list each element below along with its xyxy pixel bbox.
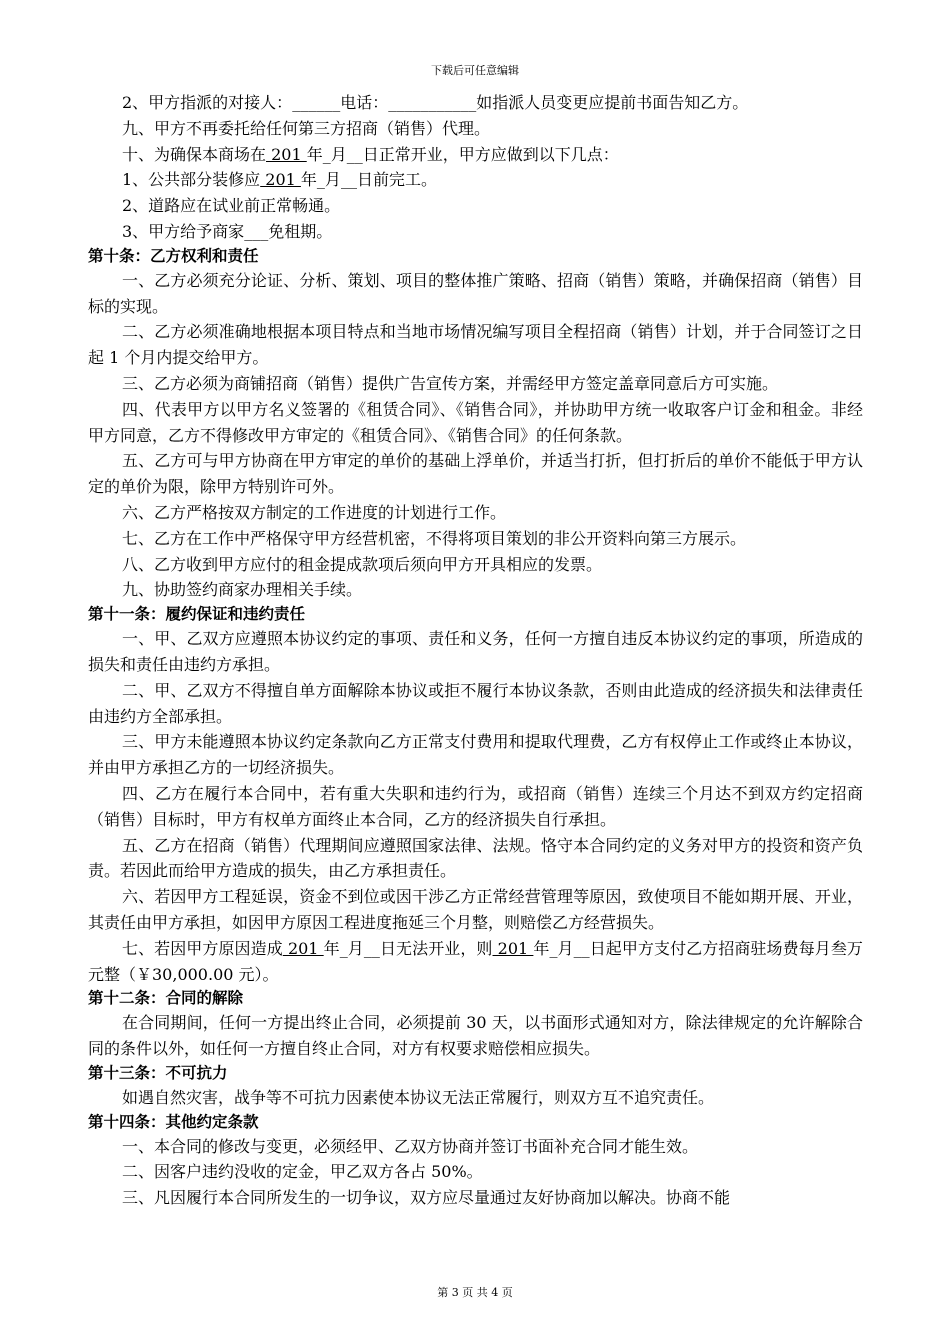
text: 十、为确保本商场在 [122,144,267,164]
rent-free-blank: ___ [244,221,269,241]
text: 1、公共部分装修应 [122,170,261,190]
paragraph: 二、乙方必须准确地根据本项目特点和当地市场情况编写项目全程招商（销售）计划，并于合同签订之日起 1 个月内提交给甲方。 [88,322,863,368]
contact-line [88,90,863,116]
text: 年 [306,144,323,164]
text: 日前完工。 [356,170,437,190]
paragraph: 在合同期间，任何一方提出终止合同，必须提前 30 天，以书面形式通知对方，除法律规定的允许解除合同的条件以外，如任何一方擅自终止合同，对方有权要求赔偿相应损失。 [88,1013,863,1059]
text: 年 [323,938,340,958]
article-12-title: 第十二条：合同的解除 [88,989,244,1008]
renovation-line [88,167,863,193]
article-11-title: 第十一条：履约保证和违约责任 [88,605,306,624]
paragraph: 七、乙方在工作中严格保守甲方经营机密，不得将项目策划的非公开资料向第三方展示。 [122,528,747,548]
year-field: 201 [492,938,534,958]
text: 免租期。 [268,221,333,241]
text: 电话： [340,93,389,112]
paragraph: 三、凡因履行本合同所发生的一切争议，双方应尽量通过友好协商加以解决。协商不能 [122,1188,731,1208]
text: 七、若因甲方原因造成 [122,938,283,958]
paragraph: 二、因客户违约没收的定金，甲乙双方各占 50%。 [122,1162,483,1182]
rent-free-line [88,219,863,245]
paragraph: 六、乙方严格按双方制定的工作进度的计划进行工作。 [122,502,507,522]
paragraph: 三、乙方必须为商铺招商（销售）提供广告宣传方案，并需经甲方签定盖章同意后方可实施。 [122,373,779,393]
month-blank: _ [339,938,348,958]
phone-blank: ___________ [388,93,477,112]
day-blank: __ [363,938,380,958]
paragraph: 八、乙方收到甲方应付的租金提成款项后须向甲方开具相应的发票。 [122,554,603,574]
contact-blank: ______ [292,93,341,112]
day-blank: __ [573,938,590,958]
paragraph: 二、甲、乙双方不得擅自单方面解除本协议或拒不履行本协议条款，否则由此造成的经济损失和法律责任由违约方全部承担。 [88,680,863,726]
day-blank: __ [346,144,363,164]
paragraph: 如遇自然灾害，战争等不可抗力因素使本协议无法正常履行，则双方互不追究责任。 [122,1087,715,1107]
text: 2、甲方指派的对接人： [122,93,293,112]
text: 如指派人员变更应提前书面告知乙方。 [476,93,749,112]
article-14-title: 第十四条：其他约定条款 [88,1112,259,1131]
text: 日正常开业，甲方应做到以下几点： [362,144,619,164]
opening-date-line [88,142,863,168]
month-blank: _ [316,170,325,190]
paragraph: 四、乙方在履行本合同中，若有重大失职和违约行为，或招商（销售）连续三个月达不到双方约定招商（销售）目标时，甲方有权单方面终止本合同，乙方的经济损失自行承担。 [88,783,863,829]
text: 月 [347,938,364,958]
text: 年 [300,170,317,190]
paragraph: 四、代表甲方以甲方名义签署的《租赁合同》、《销售合同》，并协助甲方统一收取客户订金和租金。非经甲方同意，乙方不得修改甲方审定的《租赁合同》、《销售合同》的任何条款。 [88,399,863,445]
paragraph: 2、道路应在试业前正常畅通。 [122,196,341,216]
text: 月 [330,144,347,164]
page-number: 第 3 页 共 4 页 [437,1286,513,1299]
day-blank: __ [340,170,357,190]
text: 日无法开业，则 [379,938,493,958]
year-field: 201 [260,170,301,190]
year-field: 201 [282,938,324,958]
paragraph: 五、乙方在招商（销售）代理期间应遵照国家法律、法规。恪守本合同约定的义务对甲方的投资和资产负责。若因此而给甲方造成的损失，由乙方承担责任。 [88,835,863,881]
text: 3、甲方给予商家 [122,221,245,241]
year-field: 201 [266,144,307,164]
month-blank: _ [322,144,331,164]
text: 月 [324,170,341,190]
paragraph: 五、乙方可与甲方协商在甲方审定的单价的基础上浮单价，并适当打折，但打折后的单价不能低于甲方认定的单价为限，除甲方特别许可外。 [88,451,863,497]
text: 年 [533,938,550,958]
paragraph: 九、甲方不再委托给任何第三方招商（销售）代理。 [122,118,491,138]
paragraph: 一、乙方必须充分论证、分析、策划、项目的整体推广策略、招商（销售）策略，并确保招商（销售）目标的实现。 [88,270,863,316]
article-13-title: 第十三条：不可抗力 [88,1063,228,1082]
penalty-paragraph [88,936,863,988]
paragraph: 一、本合同的修改与变更，必须经甲、乙双方协商并签订书面补充合同才能生效。 [122,1136,699,1156]
paragraph: 三、甲方未能遵照本协议约定条款向乙方正常支付费用和提取代理费，乙方有权停止工作或终止本协议，并由甲方承担乙方的一切经济损失。 [88,732,863,778]
paragraph: 一、甲、乙双方应遵照本协议约定的事项、责任和义务，任何一方擅自违反本协议约定的事项，所造成的损失和责任由违约方承担。 [88,629,863,674]
month-blank: _ [549,938,558,958]
text: 月 [557,938,574,958]
paragraph: 九、协助签约商家办理相关手续。 [122,580,363,600]
page-header: 下载后可任意编辑 [431,64,519,77]
text: 日起甲方支付乙方招商驻场费每月叁万元整（￥30,000.00 元）。 [88,938,863,984]
document-body [88,90,863,1211]
article-10-title: 第十条：乙方权利和责任 [88,246,259,265]
paragraph: 六、若因甲方工程延误，资金不到位或因干涉乙方正常经营管理等原因，致使项目不能如期开展、开业，其责任由甲方承担，如因甲方原因工程进度拖延三个月整，则赔偿乙方经营损失。 [88,887,863,932]
